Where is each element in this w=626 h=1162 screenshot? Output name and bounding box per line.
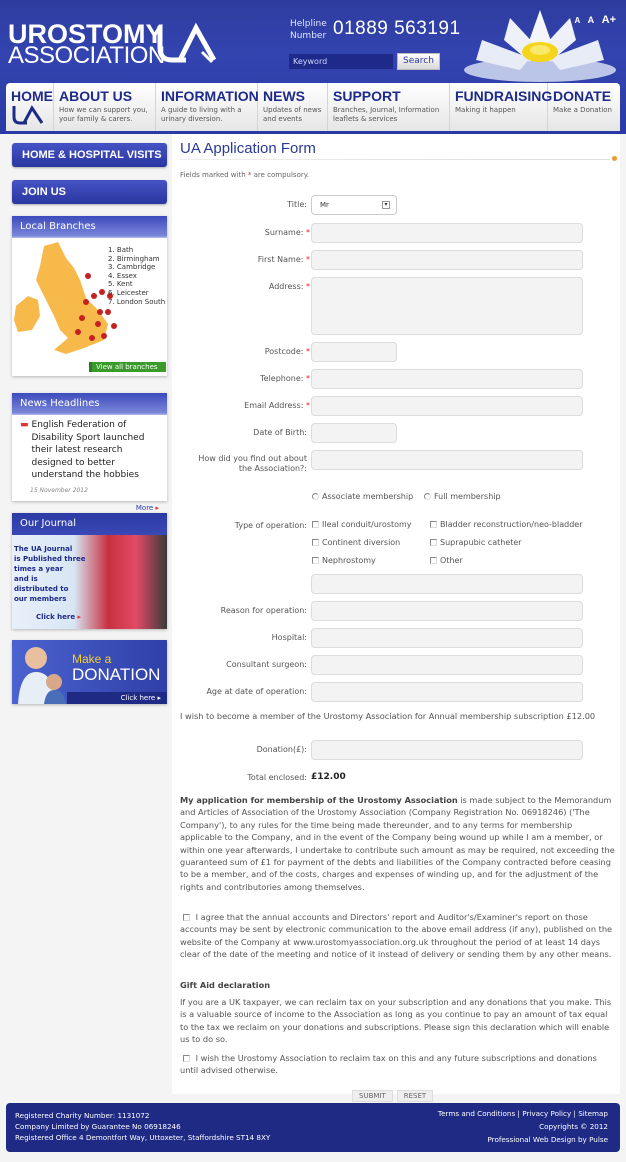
email-input[interactable] (311, 396, 583, 416)
full-membership-label: Full membership (434, 492, 501, 501)
first-name-input[interactable] (311, 250, 583, 270)
terms-bold: My application for membership of the Urostomy Association (180, 795, 458, 805)
helpline-label (290, 18, 327, 42)
journal-text-line: times a year (14, 565, 64, 573)
branch-item[interactable]: 3. Cambridge (108, 263, 156, 272)
page-title: UA Application Form (180, 140, 316, 157)
privacy-link[interactable]: Privacy Policy (522, 1109, 572, 1118)
checkbox-icon (430, 521, 437, 528)
how-found-label-2: the Association?: (238, 464, 307, 473)
our-journal-title: Our Journal (12, 513, 167, 535)
font-size-small[interactable]: A (574, 16, 581, 25)
journal-text-line: our members (14, 595, 67, 603)
gift-aid-checkbox[interactable] (183, 1055, 190, 1062)
operation-checkbox-ileal[interactable] (312, 520, 412, 529)
operation-checkbox-bladder[interactable] (430, 520, 583, 529)
footer-links (438, 1107, 608, 1146)
surname-input[interactable] (311, 223, 583, 243)
join-us-button[interactable]: JOIN US (12, 180, 167, 204)
sitemap-link[interactable]: Sitemap (578, 1109, 608, 1118)
nav-home-label: HOME (11, 88, 53, 104)
gift-aid-text: If you are a UK taxpayer, we can reclaim tax on your subscription and any donations that you make. This is a valuable source of income to the Association as long as you continue to pay an amount of tax equal to the tax we reclaim on your donations and subscriptions. Please sign this declaration which will enable us to do so. (180, 997, 612, 1045)
nav-information-sub: A guide to living with a urinary diversion. (161, 106, 242, 123)
news-headline-link[interactable]: English Federation of Disability Sport launched their latest research designed to better understand the hobbies (31, 420, 145, 480)
charity-number: Registered Charity Number: 1131072 (15, 1111, 150, 1120)
gift-aid-title: Gift Aid declaration (180, 980, 271, 990)
site-footer (6, 1103, 620, 1152)
company-number: Company Limited by Guarantee No 06918246 (15, 1122, 181, 1131)
reason-label: Reason for operation: (220, 606, 307, 615)
nav-about-us[interactable] (54, 83, 156, 131)
nav-news-label: NEWS (263, 88, 305, 104)
postcode-label: Postcode: * (264, 347, 310, 356)
surname-label: Surname: * (264, 228, 310, 237)
dob-label: Date of Birth: (253, 428, 307, 437)
news-more-label: More (135, 504, 154, 512)
site-header (0, 0, 626, 134)
nav-information-label: INFORMATION (161, 88, 259, 104)
surgeon-input[interactable] (311, 655, 583, 675)
registered-office: Registered Office 4 Demontfort Way, Uttoxeter, Staffordshire ST14 8XY (15, 1133, 271, 1142)
compulsory-post: are compulsory. (251, 171, 310, 179)
donation-line2: DONATION (72, 665, 161, 684)
journal-click-here-link[interactable] (36, 613, 81, 621)
site-logo[interactable] (8, 19, 165, 69)
reset-button[interactable]: RESET (397, 1090, 433, 1102)
operation-checkbox-suprapubic[interactable] (430, 538, 522, 547)
operation-checkbox-nephrostomy[interactable] (312, 556, 376, 565)
nav-support-label: SUPPORT (333, 88, 401, 104)
make-donation-banner[interactable] (12, 640, 167, 704)
helpline-number: 01889 563191 (333, 18, 461, 39)
nav-about-us-sub: How we can support you, your family & carers. (59, 106, 148, 123)
donation-line1: Make a (72, 652, 112, 666)
journal-description (14, 544, 86, 604)
gift-aid-check-text: I wish the Urostomy Association to reclaim tax on this and any future subscriptions and donations until advised otherwise. (180, 1053, 597, 1076)
title-select-value: Mr (320, 201, 329, 209)
membership-text: I wish to become a member of the Urostomy Association for Annual membership subscription £12.00 (180, 711, 596, 721)
full-membership-radio[interactable] (424, 492, 501, 501)
required-star: * (247, 171, 252, 179)
journal-text-line: and is (14, 575, 38, 583)
checkbox-icon (312, 557, 319, 564)
email-label-text: Email Address: (244, 401, 304, 410)
news-headlines-title: News Headlines (12, 393, 167, 415)
how-found-label-1: How did you find out about (198, 454, 307, 463)
footer-registration (15, 1110, 270, 1143)
dob-input[interactable] (311, 423, 397, 443)
branch-item[interactable]: 1. Bath (108, 246, 134, 254)
agree-accounts-checkbox[interactable] (183, 914, 190, 921)
radio-icon (424, 493, 431, 500)
reason-input[interactable] (311, 601, 583, 621)
chevron-down-icon: ▾ (382, 201, 390, 209)
branch-item[interactable]: 6. Leicester (108, 288, 149, 297)
agree-accounts-text: I agree that the annual accounts and Directors' report and Auditor's/Examiner's report on those accounts may be sent by electronic communication to the above email address (if any), published on the website of the Company at www.urostomyassociation.org.uk throughout the period of at least 14 days clear of the date of the meeting and notice of it instead of delivery or sending them by any other means. (180, 912, 613, 960)
first-name-label-text: First Name: (257, 255, 304, 264)
bullet-icon: ▬ (20, 420, 29, 430)
journal-text-line: distributed to (14, 585, 69, 593)
title-select[interactable] (311, 195, 397, 215)
view-all-branches-link[interactable]: View all branches (89, 362, 166, 372)
telephone-label-text: Telephone: (260, 374, 304, 383)
search-button[interactable]: Search (397, 53, 440, 70)
first-name-label: First Name: * (257, 255, 310, 264)
nav-information[interactable] (156, 83, 258, 131)
nav-about-us-label: ABOUT US (59, 88, 133, 104)
telephone-label: Telephone: * (260, 374, 310, 383)
checkbox-icon (430, 539, 437, 546)
main-content (172, 134, 620, 1100)
separator: | (515, 1109, 523, 1118)
home-ua-icon (11, 104, 45, 126)
donation-click-here-link[interactable]: Click here ▸ (67, 692, 167, 704)
our-journal-panel[interactable] (12, 513, 167, 629)
nav-support[interactable] (328, 83, 450, 131)
donation-click-label: Click here (120, 694, 156, 702)
news-headlines-panel (12, 393, 167, 512)
operation-option-label: Suprapubic catheter (440, 538, 522, 547)
nav-support-sub: Branches, Journal, Information leaflets & services (333, 106, 440, 123)
address-label-text: Address: (268, 282, 304, 291)
news-date: 15 November 2012 (30, 486, 88, 494)
hospital-label: Hospital: (271, 633, 307, 642)
postcode-input[interactable] (311, 342, 397, 362)
operation-option-label: Continent diversion (322, 538, 401, 547)
branch-item[interactable]: 5. Kent (108, 280, 133, 289)
operation-type-label: Type of operation: (234, 521, 307, 530)
local-branches-panel (12, 216, 167, 376)
other-operation-input[interactable] (311, 574, 583, 594)
checkbox-icon (312, 539, 319, 546)
how-found-input[interactable] (311, 450, 583, 470)
address-textarea[interactable] (311, 277, 583, 335)
operation-option-label: Bladder reconstruction/neo-bladder (440, 520, 583, 529)
radio-icon (312, 493, 319, 500)
agree-accounts-checkbox-row (180, 911, 616, 961)
operation-option-label: Other (440, 556, 463, 565)
nav-home[interactable] (6, 83, 54, 131)
nav-fundraising-label: FUNDRAISING (455, 88, 553, 104)
operation-option-label: Nephrostomy (322, 556, 376, 565)
arrow-right-icon: ▸ (77, 613, 82, 621)
copyright: Copyrights © 2012 (539, 1122, 608, 1131)
title-divider (180, 159, 610, 160)
branch-item[interactable]: 7. London South (108, 297, 166, 306)
checkbox-icon (430, 557, 437, 564)
ua-logo-icon (156, 22, 218, 64)
compulsory-pre: Fields marked with (180, 171, 248, 179)
main-nav (6, 83, 620, 131)
telephone-input[interactable] (311, 369, 583, 389)
submit-button[interactable]: SUBMIT (352, 1090, 393, 1102)
branch-item[interactable]: 2. Birmingham (108, 254, 160, 263)
total-value: £12.00 (311, 772, 346, 782)
how-found-label (198, 454, 307, 474)
title-label: Title: (287, 200, 307, 209)
people-image (14, 642, 70, 704)
nav-donate-sub: Make a Donation (553, 106, 612, 114)
search-input[interactable]: Keyword (289, 54, 393, 69)
associate-membership-label: Associate membership (322, 492, 414, 501)
font-size-large[interactable]: A+ (601, 14, 616, 26)
local-branches-title: Local Branches (12, 216, 167, 238)
nav-donate-label: DONATE (553, 88, 612, 104)
branches-list (108, 246, 165, 306)
total-label: Total enclosed: (247, 773, 307, 782)
operation-checkbox-other[interactable] (430, 556, 463, 565)
compulsory-note (180, 171, 309, 179)
associate-membership-radio[interactable] (312, 492, 413, 501)
postcode-label-text: Postcode: (264, 347, 304, 356)
donation-label: Donation(£): (256, 745, 307, 754)
surgeon-label: Consultant surgeon: (226, 660, 307, 669)
orange-dot-icon (612, 156, 617, 161)
nav-donate[interactable] (548, 83, 620, 131)
terms-rest: is made subject to the Memorandum and Articles of Association of the Urostomy Association (Company Registration No. 06918246) ('The Company'), to any rules for the time being made thereunder, and to any terms for membership applicable to the Company, and in the event of the Company being wound up while I am a member, or within one year afterwards, I undertake to contribute such amount as may be required, not exceeding the guaranteed sum of £1 for payment of the debts and liabilities of the Company contracted before ceasing to be a member, and of the costs, charges and expenses of winding up, and for the adjustment of the rights and contributories among themselves. (180, 795, 615, 892)
journal-click-label: Click here (36, 613, 76, 621)
nav-news[interactable] (258, 83, 328, 131)
web-design-credit-link[interactable]: Professional Web Design by Pulse (487, 1135, 608, 1144)
hospital-input[interactable] (311, 628, 583, 648)
helpline-label-1: Helpline (290, 19, 327, 29)
terms-link[interactable]: Terms and Conditions (437, 1109, 516, 1118)
surname-label-text: Surname: (264, 228, 304, 237)
terms-paragraph (180, 794, 616, 893)
email-label: Email Address: * (244, 401, 310, 410)
home-hospital-visits-button[interactable]: HOME & HOSPITAL VISITS (12, 143, 167, 167)
branch-item[interactable]: 4. Essex (108, 271, 137, 280)
font-size-controls (571, 10, 616, 28)
gift-aid-checkbox-row (180, 1052, 616, 1077)
helpline-label-2: Number (290, 31, 327, 41)
nav-news-sub: Updates of news and events (263, 106, 322, 123)
journal-text-line: is Published three (14, 555, 86, 563)
address-label: Address: * (268, 282, 310, 291)
operation-checkbox-continent[interactable] (312, 538, 400, 547)
age-label: Age at date of operation: (206, 687, 307, 696)
logo-line2: ASSOCIATION (8, 42, 165, 69)
journal-text-line: The UA Journal (14, 545, 73, 553)
logo-line1: UROSTOMY (8, 19, 164, 49)
nav-fundraising-sub: Making it happen (455, 106, 516, 114)
nav-fundraising[interactable] (450, 83, 553, 131)
age-input[interactable] (311, 682, 583, 702)
donation-input[interactable] (311, 740, 583, 760)
operation-option-label: Ileal conduit/urostomy (322, 520, 412, 529)
separator: | (571, 1109, 579, 1118)
font-size-medium[interactable]: A (587, 15, 595, 25)
arrow-right-icon: ▸ (155, 504, 159, 512)
form-buttons (352, 1083, 437, 1102)
checkbox-icon (312, 521, 319, 528)
